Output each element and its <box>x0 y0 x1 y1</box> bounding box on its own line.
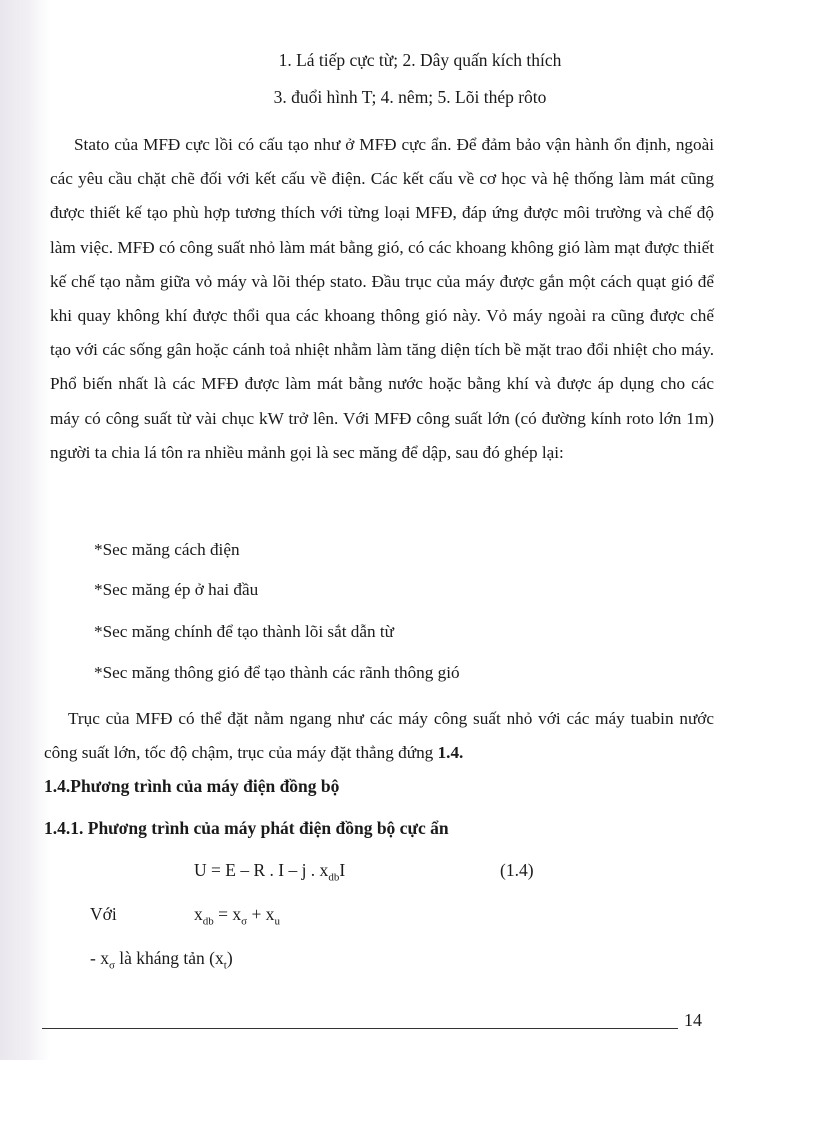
paragraph-1-text: Stato của MFĐ cực lồi có cấu tạo như ở MFĐ cực ẩn. Để đảm bảo vận hành ổn định, ngoài các yêu cầu chặt chẽ đối với kết cấu về điện. Các kết cấu về cơ học và hệ thống làm mát cũng được thiết kế tạo phù hợp tương thích với từng loại MFĐ, đáp ứng được môi trường và chế độ làm việc. MFĐ có công suất nhỏ làm mát bằng gió, có các khoang không gió làm mạt được thiết kế chế tạo nằm giữa vỏ máy và lõi thép stato. Đầu trục của máy được gắn một cách quạt gió để khi quay không khí được thổi qua các khoang thông gió này. Vỏ máy ngoài ra cũng được chế tạo với các sống gân hoặc cánh toả nhiệt nhằm làm tăng diện tích bề mặt trao đổi nhiệt cho máy. Phổ biến nhất là các MFĐ được làm mát bằng nước hoặc bằng khí và được áp dụng cho các máy có công suất từ vài chục kW trở lên. Với MFĐ công suất lớn (có đường kính roto lớn 1m) người ta chia lá tôn ra nhiều mảnh gọi là sec măng để dập, sau đó ghép lại: <box>50 135 714 462</box>
equation-number: (1.4) <box>500 860 534 880</box>
footer-rule <box>42 1028 678 1029</box>
paragraph-2-text: Trục của MFĐ có thể đặt nằm ngang như các máy công suất nhỏ với các máy tuabin nước công suất lớn, tốc độ chậm, trục của máy đặt thẳng đứng <box>44 709 714 762</box>
equation-1-4: U = E – R . I – j . $x_{db}I$ <box>194 860 346 884</box>
subsection-heading: 1.4.1. Phương trình của máy phát điện đồng bộ cực ẩn <box>44 818 449 838</box>
paragraph-stator <box>50 128 714 470</box>
section-heading: 1.4.Phương trình của máy điện đồng bộ <box>44 776 340 796</box>
paragraph-2-end: 1.4. <box>437 743 464 762</box>
where-label: Với <box>90 904 117 924</box>
figure-caption-line-2: 3. đuổi hình T; 4. nêm; 5. Lõi thép rôto <box>273 87 547 107</box>
bullet-item: *Sec măng cách điện <box>94 540 240 559</box>
bullet-item: *Sec măng ép ở hai đầu <box>94 580 259 599</box>
paragraph-shaft <box>44 702 714 770</box>
bullet-item: *Sec măng thông gió để tạo thành các rãnh thông gió <box>94 663 460 682</box>
figure-caption-line-1: 1. Lá tiếp cực từ; 2. Dây quấn kích thích <box>278 50 562 70</box>
bullet-item: *Sec măng chính để tạo thành lõi sắt dẫn từ <box>94 622 395 641</box>
reactance-note: - $x_\sigma$ là kháng tản $(x_t)$ <box>90 948 233 972</box>
page-number: 14 <box>684 1010 702 1030</box>
where-formula: $x_{db} = x_\sigma + x_u$ <box>194 904 280 928</box>
